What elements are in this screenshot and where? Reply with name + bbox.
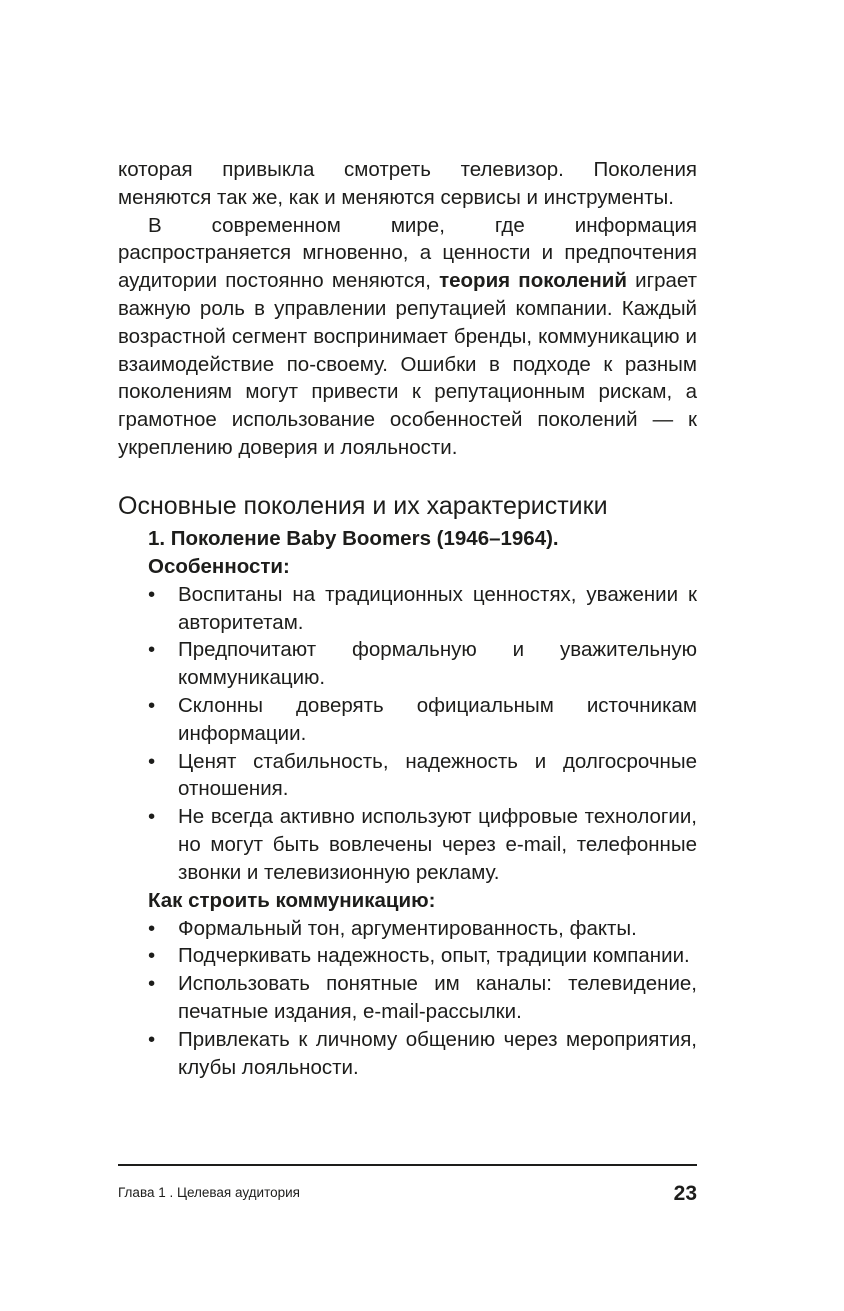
footer-chapter: Глава 1 . Целевая аудитория [118,1185,300,1200]
intro-paragraph-1: которая привыкла смотреть телевизор. Поколения меняются так же, как и меняются сервисы и инструменты. [118,158,697,209]
list-item: • Предпочитают формальную и уважительную коммуникацию. [148,636,697,692]
list-item: • Склонны доверять официальным источникам информации. [148,692,697,748]
list-item: • Воспитаны на традиционных ценностях, уважении к авторитетам. [148,581,697,637]
bold-term: теория поколений [439,269,627,293]
generation-title: 1. Поколение Baby Boomers (1946–1964). [148,526,559,550]
communication-list [148,915,697,1082]
paragraph-text: В современном мире, где информация распространяется мгновенно, а ценности и предпочтения аудитории постоянно меняются, [118,213,697,293]
features-label: Особенности: [148,554,290,578]
page-number: 23 [673,1182,697,1205]
list-item: • Использовать понятные им каналы: телевидение, печатные издания, e-mail-рассылки. [148,970,697,1026]
section-heading: Основные поколения и их характеристики [118,491,608,520]
footer-divider [118,1164,697,1166]
list-item: • Не всегда активно используют цифровые технологии, но могут быть вовлечены через e-mail, телефонные звонки и телевизионную рекламу. [148,803,697,886]
intro-paragraph-2 [118,212,697,462]
features-list [148,581,697,887]
page-body [118,156,697,1081]
list-item: • Подчеркивать надежность, опыт, традиции компании. [148,942,697,970]
list-item: • Формальный тон, аргументированность, факты. [148,915,697,943]
list-item: • Привлекать к личному общению через мероприятия, клубы лояльности. [148,1026,697,1082]
list-item: • Ценят стабильность, надежность и долгосрочные отношения. [148,748,697,804]
generation-block [118,525,697,1082]
paragraph-text: играет важную роль в управлении репутацией компании. Каждый возрастной сегмент воспринимает бренды, коммуникацию и взаимодействие по-своему. Ошибки в подходе к разным поколениям могут привести к репутационным рискам, а грамотное использование особенностей поколений — к укреплению доверия и лояльности. [118,269,697,459]
communication-label: Как строить коммуникацию: [148,888,436,912]
